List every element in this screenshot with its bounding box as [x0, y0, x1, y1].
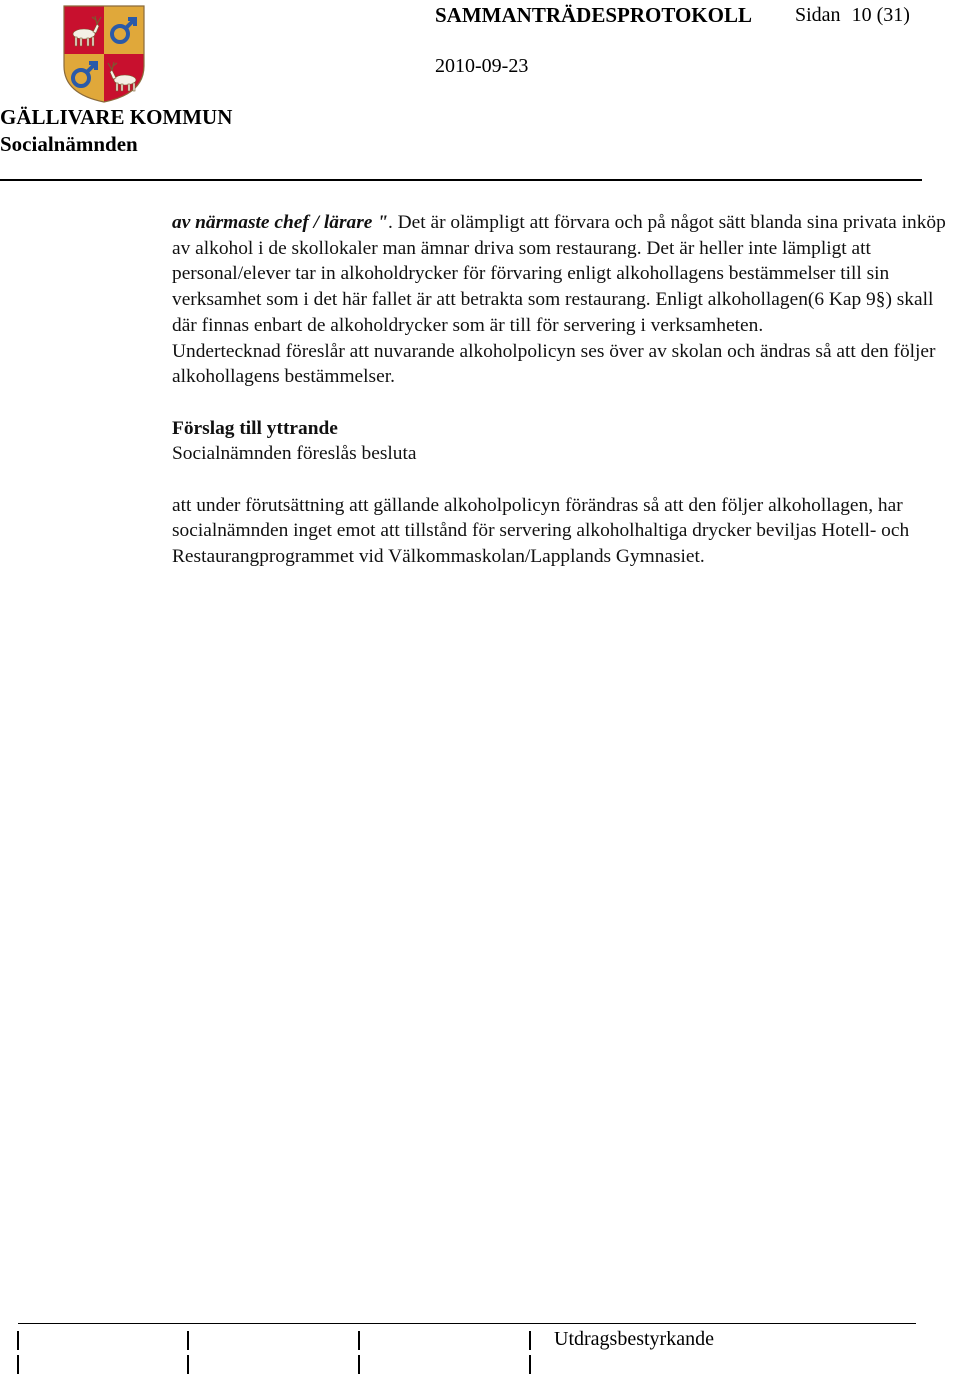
intro-emphasis: av närmaste chef / lärare " [172, 212, 388, 233]
coat-of-arms-logo [62, 4, 146, 104]
document-type-title: SAMMANTRÄDESPROTOKOLL [435, 3, 752, 27]
signature-box-divider [358, 1331, 360, 1350]
header-divider [0, 179, 922, 181]
signature-box-divider [187, 1355, 189, 1374]
page-indicator [795, 4, 910, 27]
signature-box-divider [529, 1355, 531, 1374]
signature-box-divider [17, 1331, 19, 1350]
page-number: 10 (31) [851, 4, 910, 26]
decision-paragraph: att under förutsättning att gällande alkoholpolicyn förändras så att den följer alkohollagen, har socialnämnden inget emot att tillstånd för servering alkoholhaltiga drycker beviljas Hotell- och Restaurangprogrammet vid Välkommaskolan/Lapplands Gymnasiet. [172, 494, 910, 568]
signature-box-divider [17, 1355, 19, 1374]
signature-label: Utdragsbestyrkande [554, 1328, 714, 1350]
signature-box-divider [358, 1355, 360, 1374]
intro-paragraph [172, 210, 960, 339]
signature-box-divider [187, 1331, 189, 1350]
signature-box-divider [529, 1331, 531, 1350]
section-heading: Förslag till yttrande [172, 417, 338, 439]
paragraph-spacer [172, 467, 960, 493]
department-name: Socialnämnden [0, 132, 138, 156]
recommendation-paragraph: Undertecknad föreslår att nuvarande alkoholpolicyn ses över av skolan och ändras så att den följer alkohollagens bestämmelser. [172, 340, 936, 388]
page-label: Sidan [795, 4, 841, 26]
intro-text: . Det är olämpligt att förvara och på något sätt blanda sina privata inköp av alkohol i de skollokaler man ämnar driva som restaurang. Det är heller inte lämpligt att personal/elever tar in alkoholdrycker för förvaring enligt alkohollagens bestämmelser till sin verksamhet som i det här fallet är att betrakta som restaurang. Enligt alkohollagen(6 Kap 9§) skall där finnas enbart de alkoholdrycker som är till för servering i verksamheten. [172, 212, 946, 336]
paragraph-spacer [172, 390, 960, 416]
organization-name: GÄLLIVARE KOMMUN [0, 105, 233, 129]
document-date: 2010-09-23 [435, 55, 529, 77]
section-subtitle: Socialnämnden föreslås besluta [172, 443, 417, 465]
document-body [172, 210, 960, 570]
footer-divider [18, 1323, 916, 1324]
